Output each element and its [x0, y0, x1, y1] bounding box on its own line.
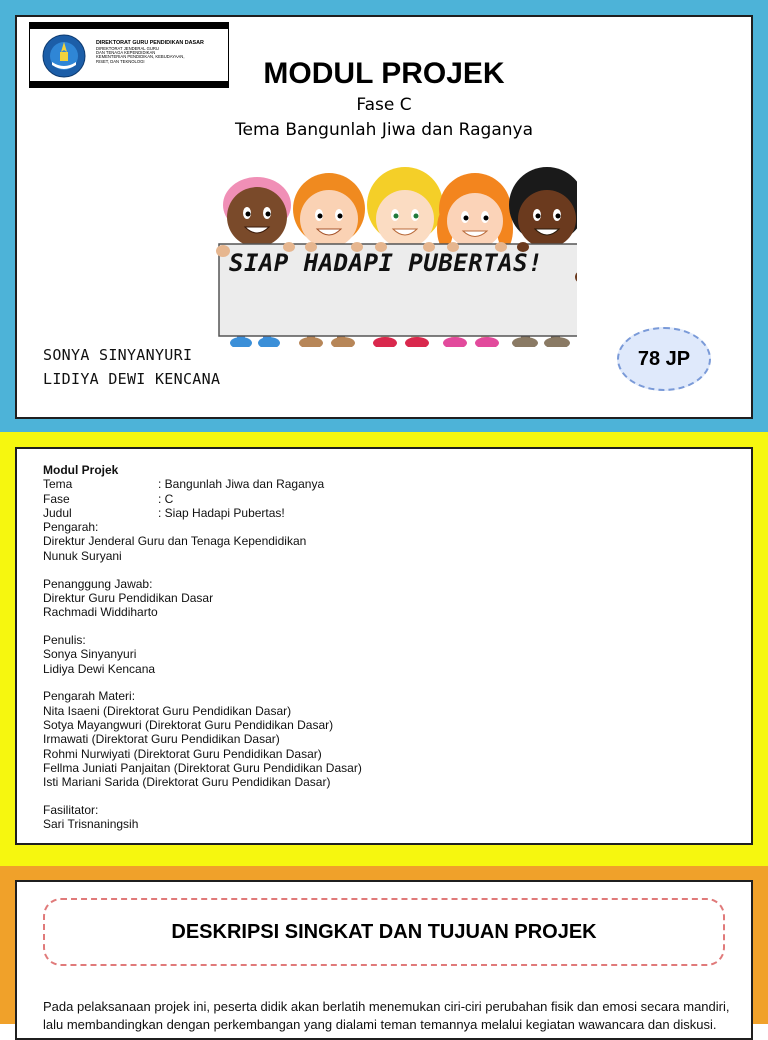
materi-line: Nita Isaeni (Direktorat Guru Pendidikan Dasar)	[43, 703, 292, 718]
info-value: : C	[158, 492, 173, 506]
module-phase: Fase C	[356, 95, 412, 115]
children-illustration	[197, 147, 577, 347]
pengarah-line: Direktur Jenderal Guru dan Tenaga Kependidikan	[43, 534, 307, 549]
info-title: Modul Projek	[43, 463, 119, 477]
penanggung-line: Rachmadi Widdiharto	[43, 605, 158, 620]
penulis-line: Lidiya Dewi Kencana	[43, 661, 156, 676]
module-theme: Tema Bangunlah Jiwa dan Raganya	[234, 120, 533, 140]
pengarah-line: Nunuk Suryani	[43, 548, 122, 563]
materi-line: Rohmi Nurwiyati (Direktorat Guru Pendidikan Dasar)	[43, 746, 322, 761]
kid-head-2	[293, 173, 365, 248]
description-heading: DESKRIPSI SINGKAT DAN TUJUAN PROJEK	[171, 920, 597, 943]
logo-line: RISET, DAN TEKNOLOGI	[96, 58, 145, 64]
info-key: Tema	[43, 477, 73, 492]
penanggung-label: Penanggung Jawab:	[43, 576, 153, 591]
penulis-label: Penulis:	[43, 632, 86, 647]
kid-head-1	[223, 177, 291, 247]
info-key: Fase	[43, 491, 70, 506]
materi-label: Pengarah Materi:	[43, 689, 136, 704]
info-row-tema	[43, 477, 362, 491]
materi-line: Sotya Mayangwuri (Direktorat Guru Pendidikan Dasar)	[43, 717, 334, 732]
banner-title: SIAP HADAPI PUBERTAS!	[229, 249, 543, 277]
fasilitator-line: Sari Trisnaningsih	[43, 817, 139, 832]
fasilitator-label: Fasilitator:	[43, 802, 99, 817]
jp-badge: 78 JP	[617, 327, 711, 391]
description-heading-box	[43, 898, 725, 966]
module-info	[43, 463, 362, 832]
info-key: Judul	[43, 505, 72, 520]
logo-line: DIREKTORAT JENDERAL GURU	[96, 45, 159, 51]
author-name: SONYA SINYANYURI	[43, 346, 193, 364]
penulis-line: Sonya Sinyanyuri	[43, 647, 137, 662]
info-row-fase	[43, 492, 362, 506]
info-value: : Bangunlah Jiwa dan Raganya	[158, 477, 324, 491]
materi-line: Irmawati (Direktorat Guru Pendidikan Dasar)	[43, 732, 280, 747]
materi-line: Isti Mariani Sarida (Direktorat Guru Pendidikan Dasar)	[43, 775, 331, 790]
penanggung-line: Direktur Guru Pendidikan Dasar	[43, 590, 214, 605]
author-name: LIDIYA DEWI KENCANA	[43, 370, 221, 388]
kid-head-4	[437, 173, 513, 249]
info-panel	[15, 447, 753, 845]
description-panel	[15, 880, 753, 1040]
cover-panel	[15, 15, 753, 419]
description-body: Pada pelaksanaan projek ini, peserta didik akan berlatih menemukan ciri-ciri perubahan fisik dan emosi secara mandiri, lalu membandingkan dengan perkembangan yang dialami teman temannya melalui kegiatan wawancara dan diskusi.	[43, 999, 730, 1032]
info-value: : Siap Hadapi Pubertas!	[158, 506, 285, 520]
logo-directorate: DIREKTORAT GURU PENDIDIKAN DASAR	[96, 40, 204, 46]
kid-head-5	[509, 167, 577, 248]
materi-line: Fellma Juniati Panjaitan (Direktorat Guru Pendidikan Dasar)	[43, 760, 362, 775]
module-title: MODUL PROJEK	[263, 57, 505, 90]
info-row-judul	[43, 506, 362, 520]
pengarah-label: Pengarah:	[43, 520, 99, 535]
logo-line: KEMENTERIAN PENDIDIKAN, KEBUDAYAAN,	[96, 54, 185, 60]
logo-line: DAN TENAGA KEPENDIDIKAN	[96, 50, 156, 56]
kid-head-3	[367, 167, 443, 248]
author-list	[43, 343, 220, 391]
